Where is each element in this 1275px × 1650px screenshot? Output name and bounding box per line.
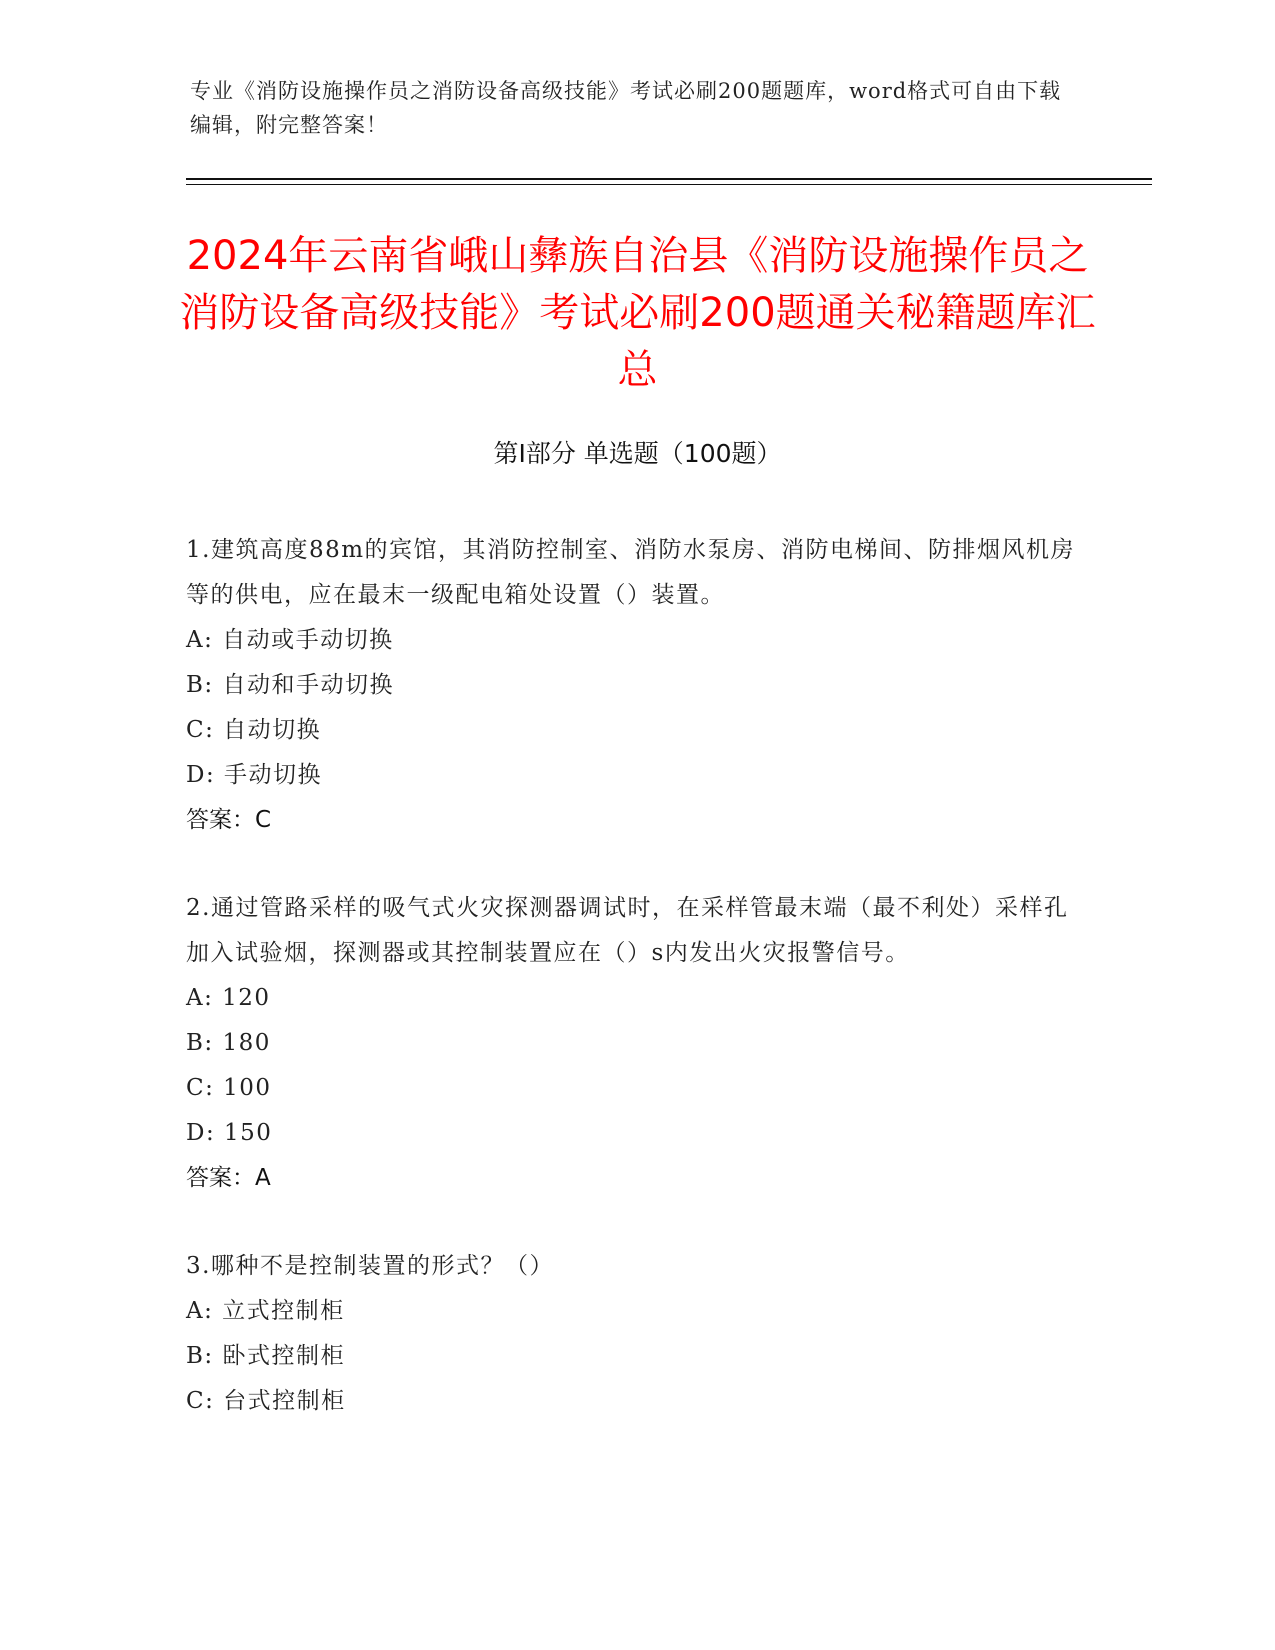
question-3: [186, 1244, 1086, 1424]
option-a: A: 120: [186, 985, 271, 1011]
answer: 答案：C: [186, 807, 272, 833]
option-a: A: 立式控制柜: [186, 1298, 345, 1324]
question-2: [186, 886, 1086, 1201]
header-divider-thin: [186, 184, 1152, 185]
document-title: 2024年云南省峨山彝族自治县《消防设施操作员之消防设备高级技能》考试必刷200题通关秘籍题库汇总: [179, 233, 1096, 393]
question-1: [186, 528, 1086, 843]
header-note: 专业《消防设施操作员之消防设备高级技能》考试必刷200题题库，word格式可自由下载编辑，附完整答案！: [190, 79, 1062, 137]
question-stem: 2.通过管路采样的吸气式火灾探测器调试时，在采样管最末端（最不利处）采样孔加入试验烟，探测器或其控制装置应在（）s内发出火灾报警信号。: [186, 895, 1069, 966]
option-b: B: 自动和手动切换: [186, 672, 394, 698]
question-list: [186, 528, 1086, 1467]
header-divider-thick: [186, 178, 1152, 180]
section-title: 第Ⅰ部分 单选题（100题）: [493, 439, 782, 468]
question-stem: 3.哪种不是控制装置的形式？（）: [186, 1253, 554, 1279]
option-c: C: 100: [186, 1075, 272, 1101]
answer: 答案：A: [186, 1165, 271, 1191]
option-d: D: 150: [186, 1120, 273, 1146]
option-b: B: 180: [186, 1030, 271, 1056]
option-b: B: 卧式控制柜: [186, 1343, 345, 1369]
option-a: A: 自动或手动切换: [186, 627, 394, 653]
option-c: C: 台式控制柜: [186, 1388, 346, 1414]
option-c: C: 自动切换: [186, 717, 322, 743]
question-stem: 1.建筑高度88m的宾馆，其消防控制室、消防水泵房、消防电梯间、防排烟风机房等的供电，应在最末一级配电箱处设置（）装置。: [186, 537, 1076, 608]
option-d: D: 手动切换: [186, 762, 323, 788]
